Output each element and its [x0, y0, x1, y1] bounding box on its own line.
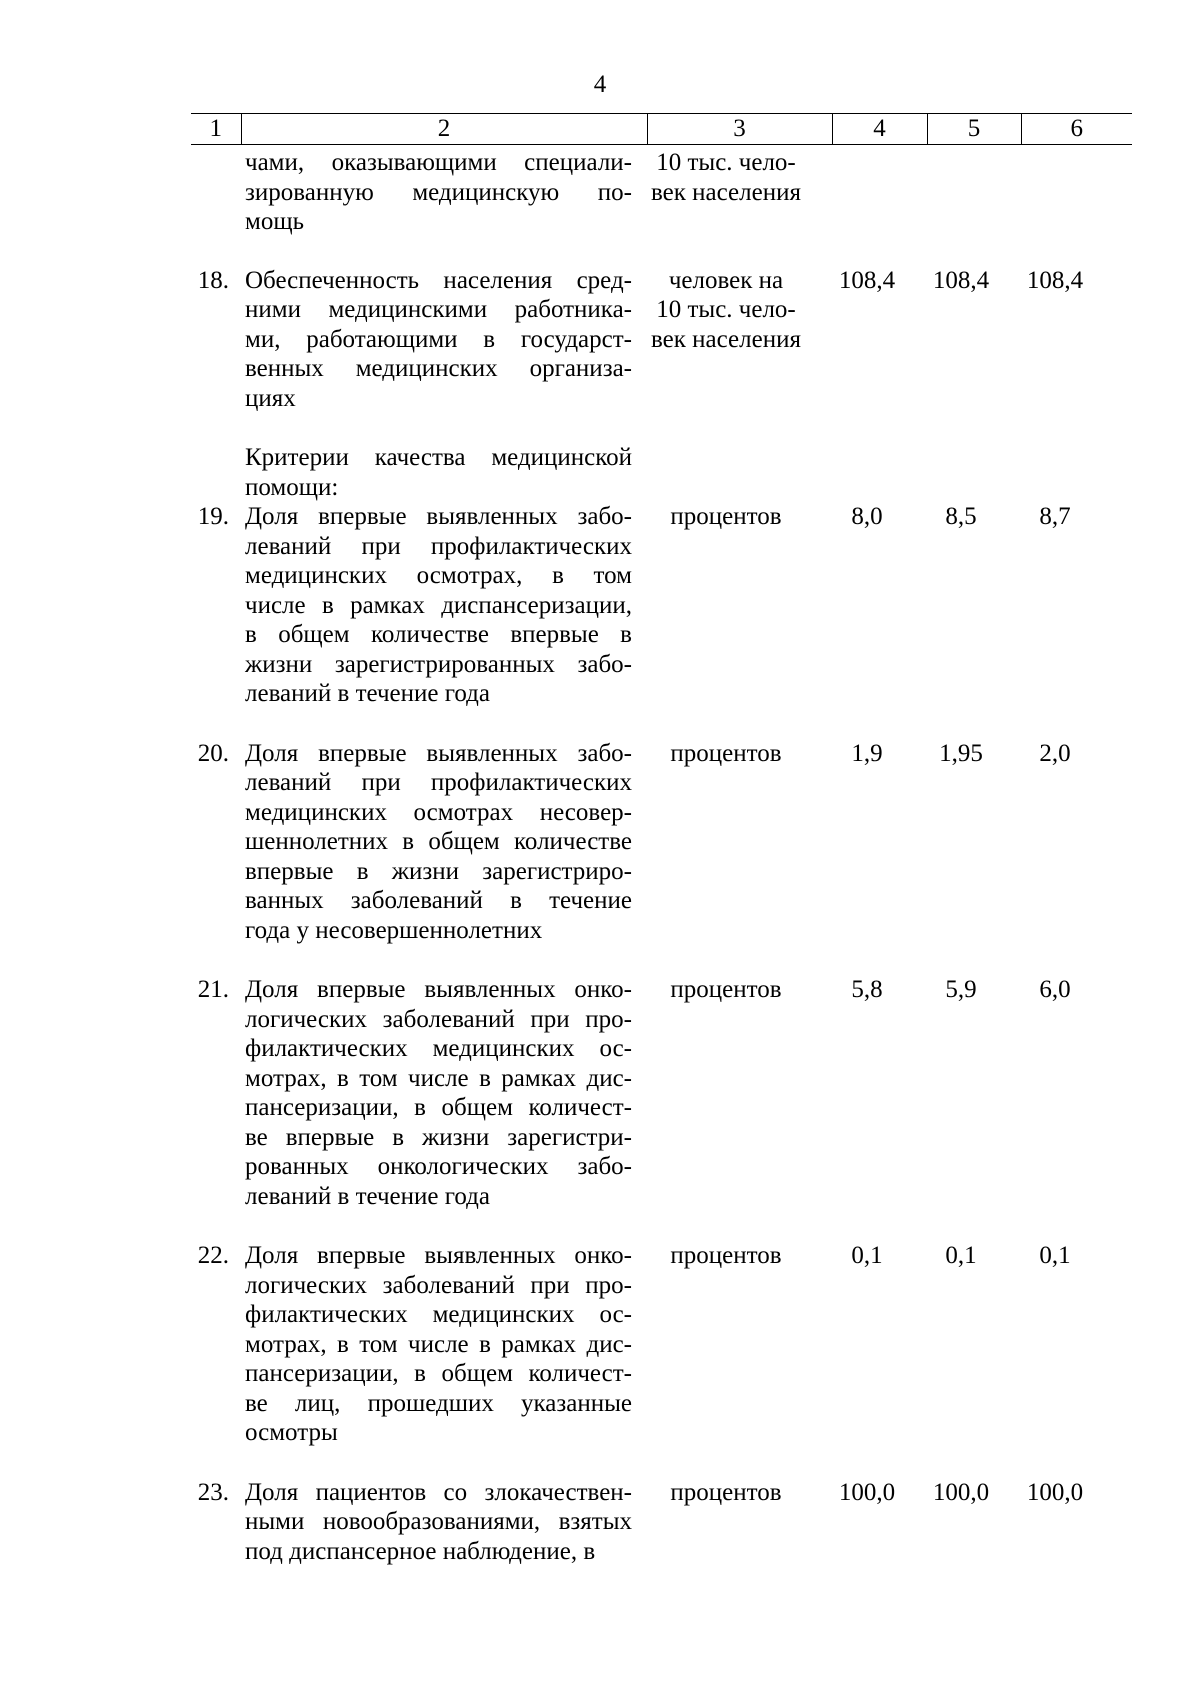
column-header-4: 4 — [832, 114, 927, 145]
indicator-description — [241, 1241, 632, 1448]
column-header-1: 1 — [191, 114, 241, 145]
description-line: леваний при профилактических — [245, 532, 632, 560]
description-line: Критерии качества медицинской — [245, 444, 632, 471]
value-column-4: 8,0 — [851, 503, 883, 530]
description-line: ве впервые в жизни зарегистри- — [245, 1123, 632, 1151]
unit-of-measure — [632, 502, 820, 532]
description-line: ми, работающими в государст- — [245, 325, 632, 353]
description-line: под диспансерное наблюдение, в — [245, 1537, 596, 1565]
description-line: ве лиц, прошедших указанные — [245, 1389, 632, 1417]
indicator-description — [241, 739, 632, 946]
value-column-4: 100,0 — [838, 1478, 896, 1506]
unit-of-measure — [632, 975, 820, 1005]
unit-line: процентов — [670, 976, 782, 1003]
value-column-4: 1,9 — [851, 739, 883, 767]
unit-line: век населения — [651, 325, 801, 353]
description-line: мощь — [245, 208, 304, 235]
row-number: 23. — [197, 1478, 229, 1506]
row-spacer — [191, 1211, 1132, 1241]
row-number: 18. — [197, 266, 229, 294]
row-spacer — [191, 237, 1132, 266]
value-column-4: 5,8 — [851, 976, 883, 1003]
row-number: 19. — [197, 503, 229, 530]
column-header-6: 6 — [1021, 114, 1132, 145]
description-line: логических заболеваний при про- — [245, 1271, 632, 1299]
description-line: мотрах, в том числе в рамках дис- — [245, 1064, 632, 1092]
description-line: медицинских осмотрах несовер- — [245, 798, 632, 826]
value-column-6: 6,0 — [1039, 976, 1071, 1003]
row-spacer — [191, 709, 1132, 739]
indicator-description — [241, 502, 632, 709]
description-line: Доля впервые выявленных забо- — [245, 503, 632, 530]
column-header-table — [191, 113, 1132, 145]
column-header-5: 5 — [927, 114, 1021, 145]
column-header-2: 2 — [241, 114, 647, 145]
description-line: чами, оказывающими специали- — [245, 149, 632, 176]
value-column-5: 108,4 — [932, 266, 990, 294]
row-number: 21. — [197, 976, 229, 1003]
indicator-table-body — [191, 148, 1132, 1566]
description-line: осмотры — [245, 1419, 338, 1446]
value-column-6: 2,0 — [1039, 739, 1071, 767]
row-number: 20. — [197, 739, 229, 767]
description-line: Доля впервые выявленных забо- — [245, 739, 632, 767]
description-line: леваний в течение года — [245, 1182, 490, 1210]
description-line: пансеризации, в общем количест- — [245, 1094, 632, 1121]
value-column-5: 5,9 — [945, 976, 977, 1003]
description-line: леваний в течение года — [245, 680, 490, 707]
unit-of-measure — [632, 739, 820, 769]
value-column-4: 0,1 — [851, 1242, 883, 1269]
unit-line: процентов — [670, 1242, 782, 1269]
description-line: Обеспеченность населения сред- — [245, 266, 632, 294]
row-spacer — [191, 1448, 1132, 1478]
description-line: Доля впервые выявленных онко- — [245, 976, 632, 1003]
value-column-6: 108,4 — [1026, 266, 1084, 294]
value-column-5: 100,0 — [932, 1478, 990, 1506]
description-line: мотрах, в том числе в рамках дис- — [245, 1330, 632, 1358]
column-header-3: 3 — [647, 114, 832, 145]
table-row — [191, 1478, 1132, 1567]
value-column-5: 8,5 — [945, 503, 977, 530]
description-line: филактических медицинских ос- — [245, 1035, 632, 1062]
unit-line: процентов — [670, 739, 782, 767]
table-row — [191, 975, 1132, 1211]
table-row — [191, 502, 1132, 709]
unit-line: 10 тыс. чело- — [656, 296, 796, 323]
value-column-4: 108,4 — [838, 266, 896, 294]
page-number: 4 — [593, 71, 607, 98]
unit-line: 10 тыс. чело- — [656, 149, 796, 176]
row-spacer — [191, 945, 1132, 975]
indicator-description — [241, 266, 632, 414]
row-number: 22. — [197, 1242, 229, 1269]
value-column-5: 0,1 — [945, 1242, 977, 1269]
description-line: венных медицинских организа- — [245, 355, 632, 382]
description-line: в общем количестве впервые в — [245, 621, 632, 648]
table-row — [191, 266, 1132, 414]
description-line: рованных онкологических забо- — [245, 1153, 632, 1180]
indicator-description — [241, 148, 632, 237]
description-line: впервые в жизни зарегистриро- — [245, 857, 632, 885]
description-line: ванных заболеваний в течение — [245, 887, 632, 914]
indicator-description — [241, 1478, 632, 1567]
unit-line: человек на — [668, 266, 784, 294]
value-column-5: 1,95 — [939, 739, 983, 767]
description-line: леваний при профилактических — [245, 769, 632, 796]
unit-of-measure — [632, 148, 820, 207]
row-spacer — [191, 413, 1132, 443]
indicator-description — [241, 975, 632, 1211]
description-line: логических заболеваний при про- — [245, 1005, 632, 1033]
value-column-6: 8,7 — [1039, 503, 1071, 530]
unit-of-measure — [632, 266, 820, 355]
description-line: Доля впервые выявленных онко- — [245, 1242, 632, 1269]
description-line: медицинских осмотрах, в том — [245, 562, 632, 589]
indicator-description — [241, 443, 632, 502]
description-line: ними медицинскими работника- — [245, 296, 632, 323]
description-line: Доля пациентов со злокачествен- — [245, 1478, 632, 1506]
description-line: помощи: — [245, 473, 339, 501]
unit-of-measure — [632, 1241, 820, 1271]
description-line: года у несовершеннолетних — [245, 916, 543, 944]
unit-line: процентов — [670, 503, 782, 530]
table-row — [191, 739, 1132, 946]
description-line: жизни зарегистрированных забо- — [245, 650, 632, 678]
unit-line: процентов — [670, 1478, 782, 1506]
table-row — [191, 148, 1132, 237]
table-row — [191, 1241, 1132, 1448]
description-line: пансеризации, в общем количест- — [245, 1360, 632, 1387]
unit-of-measure — [632, 1478, 820, 1508]
column-header-row — [191, 114, 1132, 145]
description-line: циях — [245, 384, 296, 412]
unit-line: век населения — [651, 178, 801, 206]
description-line: ными новообразованиями, взятых — [245, 1508, 632, 1535]
value-column-6: 0,1 — [1039, 1242, 1071, 1269]
description-line: шеннолетних в общем количестве — [245, 828, 632, 855]
table-row — [191, 443, 1132, 502]
description-line: зированную медицинскую по- — [245, 178, 632, 206]
description-line: числе в рамках диспансеризации, — [245, 591, 632, 619]
description-line: филактических медицинских ос- — [245, 1301, 632, 1328]
value-column-6: 100,0 — [1026, 1478, 1084, 1506]
